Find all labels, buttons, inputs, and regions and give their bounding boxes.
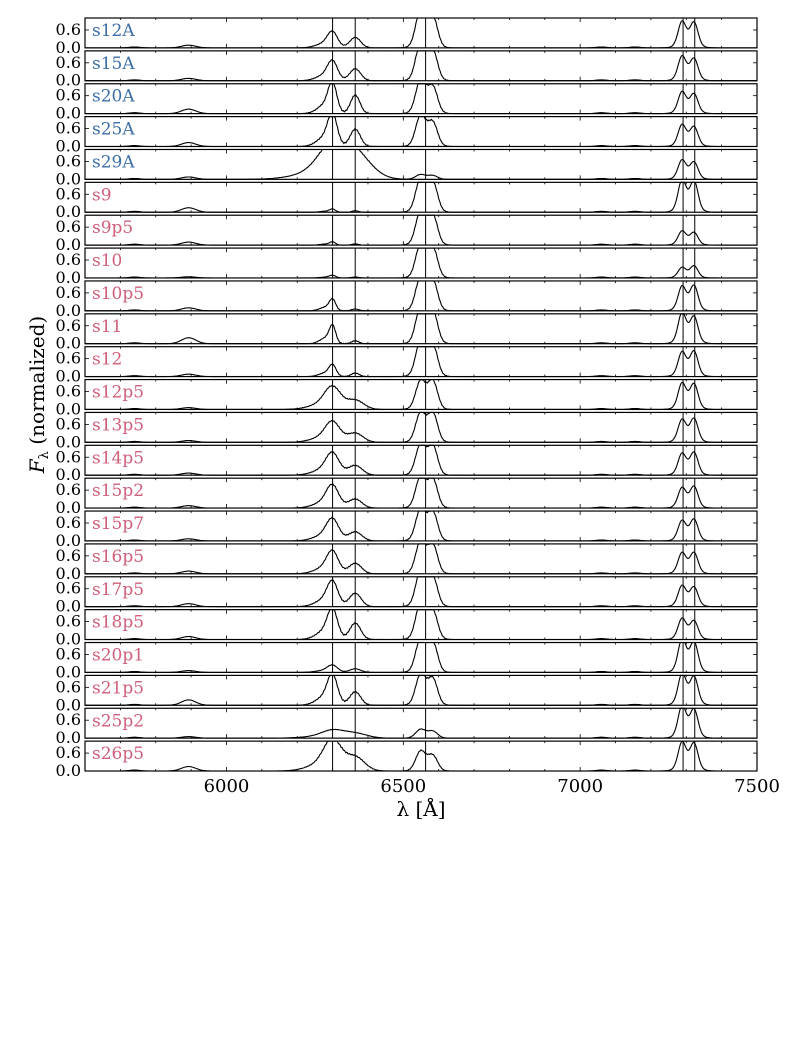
y-tick-label: 0.6 xyxy=(55,250,81,270)
y-tick-label: 0.0 xyxy=(55,498,81,518)
y-tick-label: 0.0 xyxy=(55,366,81,386)
spectrum-line-s17p5 xyxy=(85,577,757,607)
spectrum-line-s21p5 xyxy=(85,675,757,705)
panel-label-s15A: s15A xyxy=(92,53,135,74)
y-tick-label: 0.0 xyxy=(55,432,81,452)
y-tick-label: 0.0 xyxy=(55,267,81,287)
panel-frame-s10 xyxy=(85,248,757,278)
panel-frame-s15p7 xyxy=(85,511,757,541)
spectrum-line-s15p2 xyxy=(85,478,757,508)
y-tick-label: 0.6 xyxy=(55,480,81,500)
spectrum-line-s16p5 xyxy=(85,544,757,574)
y-tick-label: 0.6 xyxy=(55,743,81,763)
panel-label-s12: s12 xyxy=(92,349,123,370)
x-tick-label: 6000 xyxy=(203,776,250,797)
y-tick-label: 0.0 xyxy=(55,530,81,550)
y-tick-label: 0.0 xyxy=(55,70,81,90)
panel-frame-s14p5 xyxy=(85,445,757,475)
spectrum-line-s14p5 xyxy=(85,445,757,475)
x-tick-label: 7000 xyxy=(557,776,604,797)
panel-label-s13p5: s13p5 xyxy=(92,415,145,436)
spectrum-line-s29A xyxy=(85,150,757,180)
spectrum-line-s25p2 xyxy=(85,708,757,738)
x-tick-label: 7500 xyxy=(734,776,780,797)
y-tick-label: 0.6 xyxy=(55,414,81,434)
y-tick-label: 0.6 xyxy=(55,118,81,138)
panel-frame-s20p1 xyxy=(85,643,757,673)
y-tick-label: 0.0 xyxy=(55,465,81,485)
panel-label-s15p2: s15p2 xyxy=(92,481,145,502)
panel-label-s9: s9 xyxy=(92,185,112,206)
spectrum-line-s20p1 xyxy=(85,643,757,673)
y-axis-label: $F_\lambda$ (normalized) xyxy=(25,315,52,474)
panel-frame-s12A xyxy=(85,18,757,48)
y-tick-label: 0.6 xyxy=(55,447,81,467)
panel-label-s9p5: s9p5 xyxy=(92,218,134,239)
x-axis-label: λ [Å] xyxy=(396,797,446,821)
y-tick-label: 0.0 xyxy=(55,399,81,419)
panel-frame-s12 xyxy=(85,347,757,377)
y-tick-label: 0.6 xyxy=(55,85,81,105)
y-tick-label: 0.0 xyxy=(55,235,81,255)
panel-label-s25A: s25A xyxy=(92,119,135,140)
y-tick-label: 0.0 xyxy=(55,596,81,616)
spectrum-line-s20A xyxy=(85,84,757,114)
y-tick-label: 0.0 xyxy=(55,333,81,353)
y-tick-label: 0.0 xyxy=(55,728,81,748)
y-tick-label: 0.6 xyxy=(55,710,81,730)
y-tick-label: 0.6 xyxy=(55,315,81,335)
panel-label-s18p5: s18p5 xyxy=(92,612,145,633)
y-tick-label: 0.6 xyxy=(55,512,81,532)
spectrum-line-s9 xyxy=(85,182,757,212)
panel-label-s25p2: s25p2 xyxy=(92,711,145,732)
panel-label-s11: s11 xyxy=(92,316,123,337)
spectrum-line-s10 xyxy=(85,248,757,278)
spectrum-line-s15A xyxy=(85,51,757,81)
x-tick-label: 6500 xyxy=(380,776,427,797)
spectrum-line-s26p5 xyxy=(85,741,757,771)
y-tick-label: 0.0 xyxy=(55,169,81,189)
panel-label-s20A: s20A xyxy=(92,86,135,107)
y-tick-label: 0.6 xyxy=(55,52,81,72)
panel-label-s10p5: s10p5 xyxy=(92,283,145,304)
y-tick-label: 0.6 xyxy=(55,578,81,598)
panel-frame-s10p5 xyxy=(85,281,757,311)
y-tick-label: 0.0 xyxy=(55,136,81,156)
panel-label-s12A: s12A xyxy=(92,21,135,41)
spectrum-line-s18p5 xyxy=(85,610,757,640)
y-tick-label: 0.6 xyxy=(55,545,81,565)
y-tick-label: 0.0 xyxy=(55,37,81,57)
y-tick-label: 0.6 xyxy=(55,677,81,697)
spectrum-line-s13p5 xyxy=(85,412,757,442)
y-tick-label: 0.0 xyxy=(55,695,81,715)
panel-frame-s12p5 xyxy=(85,380,757,410)
panel-frame-s16p5 xyxy=(85,544,757,574)
panel-frame-s15A xyxy=(85,51,757,81)
panel-frame-s18p5 xyxy=(85,610,757,640)
panel-label-s29A: s29A xyxy=(92,152,135,173)
panel-frame-s29A xyxy=(85,149,757,179)
spectrum-line-s12 xyxy=(85,347,757,377)
y-tick-label: 0.0 xyxy=(55,103,81,123)
panel-frame-s25A xyxy=(85,117,757,147)
y-tick-label: 0.0 xyxy=(55,563,81,583)
spectrum-line-s12A xyxy=(85,18,757,48)
y-tick-label: 0.0 xyxy=(55,300,81,320)
panel-frame-s13p5 xyxy=(85,412,757,442)
y-tick-label: 0.6 xyxy=(55,348,81,368)
panel-label-s16p5: s16p5 xyxy=(92,546,145,567)
y-tick-label: 0.6 xyxy=(55,611,81,631)
panel-label-s21p5: s21p5 xyxy=(92,678,145,699)
y-tick-label: 0.0 xyxy=(55,761,81,780)
spectrum-line-s12p5 xyxy=(85,380,757,410)
y-tick-label: 0.0 xyxy=(55,202,81,222)
panel-label-s20p1: s20p1 xyxy=(92,645,145,666)
panel-label-s12p5: s12p5 xyxy=(92,382,145,403)
panel-frame-s25p2 xyxy=(85,708,757,738)
panel-label-s26p5: s26p5 xyxy=(92,744,145,765)
spectrum-line-s15p7 xyxy=(85,511,757,541)
panel-label-s14p5: s14p5 xyxy=(92,448,145,469)
panel-frame-s17p5 xyxy=(85,577,757,607)
panel-frame-s9p5 xyxy=(85,215,757,245)
y-tick-label: 0.0 xyxy=(55,662,81,682)
spectrum-line-s25A xyxy=(85,117,757,147)
panel-frame-s11 xyxy=(85,314,757,344)
y-tick-label: 0.6 xyxy=(55,151,81,171)
spectrum-line-s9p5 xyxy=(85,215,757,245)
panel-label-s10: s10 xyxy=(92,251,123,272)
panel-label-s17p5: s17p5 xyxy=(92,579,145,600)
panel-frame-s15p2 xyxy=(85,478,757,508)
panel-label-s15p7: s15p7 xyxy=(92,514,145,535)
spectrum-line-s10p5 xyxy=(85,281,757,311)
y-tick-label: 0.6 xyxy=(55,381,81,401)
y-tick-label: 0.6 xyxy=(55,217,81,237)
spectrum-line-s11 xyxy=(85,314,757,344)
y-tick-label: 0.6 xyxy=(55,282,81,302)
y-tick-label: 0.0 xyxy=(55,629,81,649)
y-tick-label: 0.6 xyxy=(55,184,81,204)
y-tick-label: 0.6 xyxy=(55,644,81,664)
y-tick-label: 0.6 xyxy=(55,19,81,39)
